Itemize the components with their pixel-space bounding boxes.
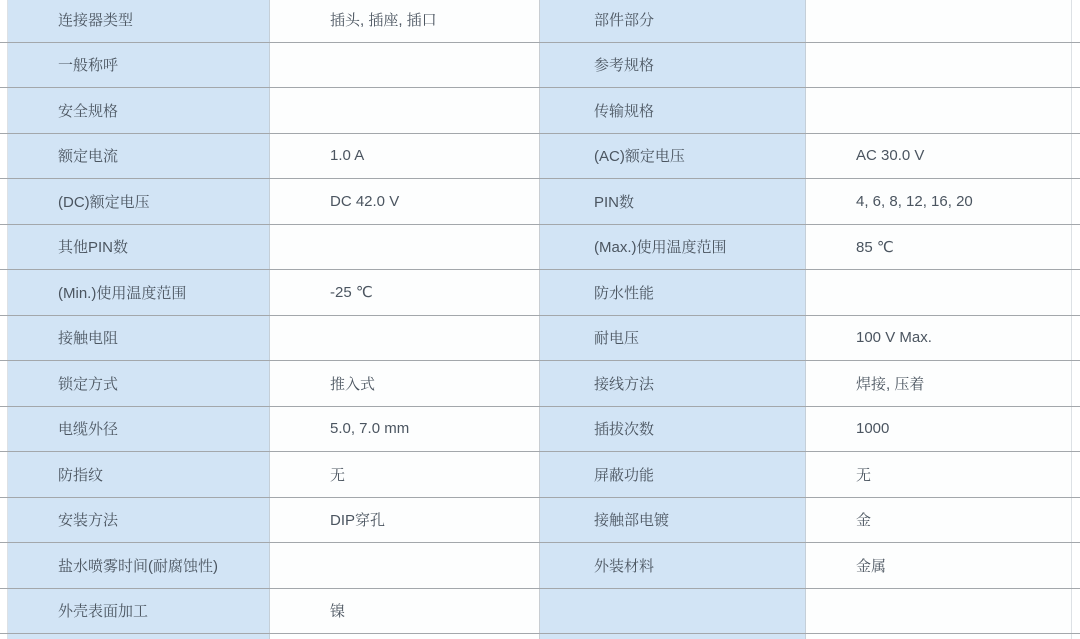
left-page-margin <box>0 543 8 588</box>
right-page-margin <box>1072 498 1080 543</box>
right-spec-label: 接触部电镀 <box>594 512 670 530</box>
left-spec-value: DC 42.0 V <box>330 192 400 210</box>
left-spec-value-cell <box>270 361 540 406</box>
left-spec-label-cell <box>8 407 270 452</box>
left-spec-value: 插头, 插座, 插口 <box>330 11 437 29</box>
right-page-margin <box>1072 452 1080 497</box>
left-spec-label-cell <box>8 498 270 543</box>
right-spec-value-cell <box>806 589 1072 634</box>
right-spec-value: 焊接, 压着 <box>856 375 925 393</box>
spec-row <box>0 0 1080 43</box>
spec-row <box>0 634 1080 639</box>
left-page-margin <box>0 0 8 42</box>
left-page-margin <box>0 316 8 361</box>
left-spec-label-cell <box>8 134 270 179</box>
right-spec-value: 金属 <box>856 557 887 575</box>
spec-row <box>0 88 1080 134</box>
right-spec-value-cell <box>806 270 1072 315</box>
left-spec-value: 推入式 <box>330 375 376 393</box>
left-spec-label: 外壳表面加工 <box>58 603 149 621</box>
right-page-margin <box>1072 589 1080 634</box>
left-spec-value: 镍 <box>330 603 346 621</box>
right-spec-label: PIN数 <box>594 193 635 211</box>
left-spec-label: 防指纹 <box>58 466 104 484</box>
left-spec-label-cell <box>8 43 270 88</box>
left-page-margin <box>0 270 8 315</box>
spec-row <box>0 543 1080 589</box>
left-spec-value-cell <box>270 589 540 634</box>
right-spec-value-cell <box>806 407 1072 452</box>
left-spec-value: 5.0, 7.0 mm <box>330 420 410 438</box>
left-spec-value-cell <box>270 88 540 133</box>
left-page-margin <box>0 134 8 179</box>
right-spec-label-cell <box>540 589 806 634</box>
right-spec-value-cell <box>806 452 1072 497</box>
spec-row <box>0 270 1080 316</box>
left-spec-label-cell <box>8 543 270 588</box>
left-page-margin <box>0 407 8 452</box>
left-spec-label-cell <box>8 270 270 315</box>
right-spec-label-cell <box>540 179 806 224</box>
right-spec-value: 1000 <box>856 420 890 438</box>
right-spec-label-cell <box>540 407 806 452</box>
right-spec-value-cell <box>806 43 1072 88</box>
left-spec-value-cell <box>270 452 540 497</box>
left-page-margin <box>0 498 8 543</box>
right-page-margin <box>1072 0 1080 42</box>
right-page-margin <box>1072 134 1080 179</box>
right-spec-label-cell <box>540 452 806 497</box>
right-spec-value-cell <box>806 361 1072 406</box>
right-page-margin <box>1072 407 1080 452</box>
spec-row <box>0 589 1080 635</box>
right-spec-label-cell <box>540 43 806 88</box>
right-spec-label-cell <box>540 543 806 588</box>
left-spec-label-cell <box>8 0 270 42</box>
spec-row <box>0 43 1080 89</box>
left-spec-value-cell <box>270 0 540 42</box>
left-spec-value: 1.0 A <box>330 147 365 165</box>
right-spec-label-cell <box>540 634 806 639</box>
left-page-margin <box>0 225 8 270</box>
right-spec-label: 接线方法 <box>594 375 655 393</box>
spec-row <box>0 179 1080 225</box>
left-page-margin <box>0 634 8 639</box>
left-spec-value-cell <box>270 134 540 179</box>
right-spec-value-cell <box>806 225 1072 270</box>
left-spec-value-cell <box>270 225 540 270</box>
right-spec-label-cell <box>540 0 806 42</box>
right-spec-value-cell <box>806 498 1072 543</box>
right-page-margin <box>1072 43 1080 88</box>
spec-row <box>0 316 1080 362</box>
right-spec-value-cell <box>806 88 1072 133</box>
left-page-margin <box>0 88 8 133</box>
right-spec-label: 耐电压 <box>594 330 640 348</box>
left-spec-label: (Min.)使用温度范围 <box>58 284 187 302</box>
spec-row <box>0 225 1080 271</box>
right-page-margin <box>1072 634 1080 639</box>
right-spec-value: 100 V Max. <box>856 329 932 347</box>
left-spec-value: DIP穿孔 <box>330 512 386 530</box>
right-spec-value-cell <box>806 134 1072 179</box>
right-page-margin <box>1072 270 1080 315</box>
left-spec-label-cell <box>8 589 270 634</box>
left-spec-label-cell <box>8 179 270 224</box>
left-page-margin <box>0 43 8 88</box>
spec-row <box>0 361 1080 407</box>
left-spec-value-cell <box>270 498 540 543</box>
left-spec-label: 一般称呼 <box>58 57 119 75</box>
left-spec-label-cell <box>8 225 270 270</box>
right-spec-value-cell <box>806 316 1072 361</box>
left-spec-label-cell <box>8 361 270 406</box>
right-spec-value-cell <box>806 543 1072 588</box>
right-page-margin <box>1072 361 1080 406</box>
left-spec-value-cell <box>270 407 540 452</box>
right-page-margin <box>1072 316 1080 361</box>
spec-row <box>0 407 1080 453</box>
left-page-margin <box>0 179 8 224</box>
right-spec-label: 防水性能 <box>594 284 655 302</box>
left-spec-label: 电缆外径 <box>58 421 119 439</box>
left-spec-value-cell <box>270 179 540 224</box>
right-page-margin <box>1072 543 1080 588</box>
left-spec-value-cell <box>270 543 540 588</box>
right-spec-label-cell <box>540 361 806 406</box>
left-page-margin <box>0 589 8 634</box>
right-spec-label: 屏蔽功能 <box>594 466 655 484</box>
right-page-margin <box>1072 225 1080 270</box>
right-spec-value-cell <box>806 634 1072 639</box>
right-spec-label-cell <box>540 88 806 133</box>
left-spec-label: (DC)额定电压 <box>58 193 150 211</box>
left-spec-value: 无 <box>330 466 346 484</box>
right-spec-value: 无 <box>856 466 872 484</box>
right-page-margin <box>1072 179 1080 224</box>
right-spec-label: 外装材料 <box>594 557 655 575</box>
right-spec-label: (AC)额定电压 <box>594 148 685 166</box>
left-spec-label-cell <box>8 88 270 133</box>
right-spec-label: 插拔次数 <box>594 421 655 439</box>
right-spec-label-cell <box>540 134 806 179</box>
right-spec-value-cell <box>806 0 1072 42</box>
left-spec-value-cell <box>270 270 540 315</box>
left-spec-label: 其他PIN数 <box>58 239 129 257</box>
right-spec-label: 参考规格 <box>594 57 655 75</box>
left-spec-label: 接触电阻 <box>58 330 119 348</box>
right-page-margin <box>1072 88 1080 133</box>
left-spec-label: 盐水喷雾时间(耐腐蚀性) <box>58 557 218 575</box>
left-spec-label-cell <box>8 634 270 639</box>
left-spec-label: 安全规格 <box>58 102 119 120</box>
left-spec-label: 连接器类型 <box>58 11 134 29</box>
left-spec-label: 额定电流 <box>58 148 119 166</box>
right-spec-label: 传输规格 <box>594 102 655 120</box>
left-spec-label-cell <box>8 316 270 361</box>
left-page-margin <box>0 452 8 497</box>
right-spec-value-cell <box>806 179 1072 224</box>
right-spec-value: 4, 6, 8, 12, 16, 20 <box>856 192 973 210</box>
left-spec-label: 锁定方式 <box>58 375 119 393</box>
right-spec-label: (Max.)使用温度范围 <box>594 239 727 257</box>
right-spec-label: 部件部分 <box>594 11 655 29</box>
spec-row <box>0 134 1080 180</box>
right-spec-value: AC 30.0 V <box>856 147 925 165</box>
left-spec-value-cell <box>270 634 540 639</box>
spec-row <box>0 452 1080 498</box>
right-spec-value: 金 <box>856 512 872 530</box>
left-page-margin <box>0 361 8 406</box>
right-spec-label-cell <box>540 498 806 543</box>
right-spec-label-cell <box>540 270 806 315</box>
right-spec-value: 85 ℃ <box>856 238 894 256</box>
spec-row <box>0 498 1080 544</box>
left-spec-value: -25 ℃ <box>330 284 373 302</box>
left-spec-value-cell <box>270 43 540 88</box>
left-spec-label: 安装方法 <box>58 512 119 530</box>
left-spec-value-cell <box>270 316 540 361</box>
right-spec-label-cell <box>540 316 806 361</box>
left-spec-label-cell <box>8 452 270 497</box>
right-spec-label-cell <box>540 225 806 270</box>
